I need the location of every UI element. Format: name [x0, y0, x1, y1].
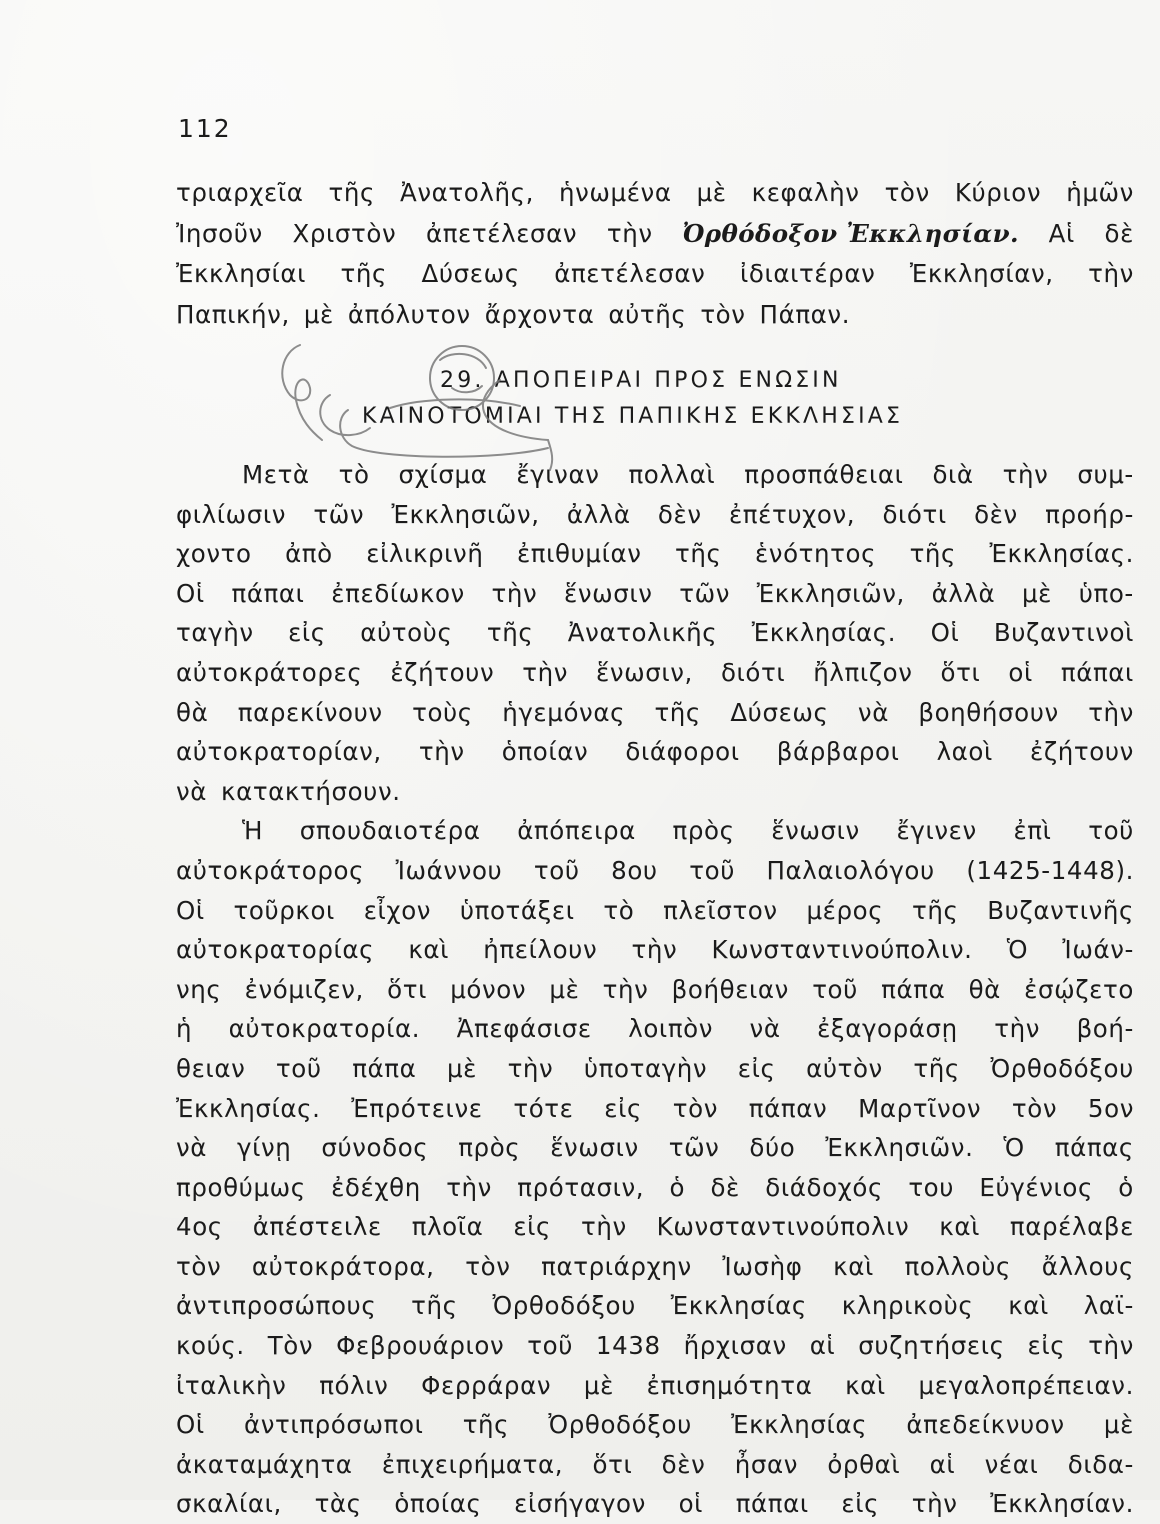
word: ἀπεδείκνυον [906, 1410, 1065, 1440]
word: τὴν [507, 1053, 554, 1083]
word: Κύριον [954, 178, 1042, 207]
body-line [176, 811, 1134, 851]
word: δὲ [710, 1172, 740, 1202]
word: ἐζήτουν [1030, 737, 1134, 767]
word: αὐτοκράτορες [176, 657, 363, 687]
word: τοῦ [689, 855, 735, 885]
word: διότι [720, 657, 786, 687]
word: ἡ [176, 1014, 193, 1044]
word: Ὁ [1006, 935, 1029, 965]
body-line [176, 495, 1134, 535]
word: δὲν [974, 499, 1018, 529]
intro-line [176, 295, 1134, 336]
word: Παπικήν, [176, 299, 290, 329]
word: ἕνωσιν, [596, 657, 693, 687]
word: ἐδέχθη [331, 1172, 421, 1202]
word: πάπα [352, 1053, 417, 1083]
body-line [176, 1168, 1134, 1208]
word: τοῦ [533, 855, 580, 885]
word: εἰσήγαγον [514, 1489, 646, 1519]
word: Ἐκκλησίας [731, 1410, 868, 1440]
word: του [908, 1172, 955, 1202]
word: ἐπεδίωκον [331, 578, 465, 608]
word: τοῦ [1088, 816, 1134, 846]
word: εἰς [513, 1212, 552, 1242]
word: τὴν [1088, 259, 1134, 288]
word: αὐτοὺς [360, 618, 453, 648]
word: βάρβαροι [776, 737, 900, 767]
word: γίνῃ [236, 1133, 292, 1163]
word: Ἐκκλησίας [670, 1291, 807, 1321]
word: εἰς [288, 618, 326, 648]
word: ἦσαν [734, 1449, 799, 1479]
word: Ἀνατολῆς, [400, 178, 534, 207]
word: αὐτοκράτορα, [251, 1251, 435, 1281]
body-line [176, 1207, 1134, 1247]
word: ἀπὸ [285, 539, 333, 569]
body-line [176, 693, 1134, 733]
word: τοῦρκοι [233, 895, 335, 925]
word: ὁποίας [394, 1489, 482, 1519]
word: Ὁ [1003, 1133, 1025, 1163]
word: ὅτι [940, 657, 981, 687]
word: ἕνωσιν [564, 578, 653, 608]
word: καὶ [833, 1251, 874, 1281]
body-line [176, 772, 1134, 812]
word: Ἰωσὴφ [722, 1251, 803, 1281]
word: 8ου [611, 855, 658, 885]
word: Μαρτῖνον [858, 1093, 982, 1123]
word: τὴν [602, 974, 649, 1004]
body-line [176, 455, 1134, 495]
word: Οἱ [176, 1410, 205, 1440]
word: τὸν [1011, 1093, 1058, 1123]
word: δύο [749, 1133, 796, 1163]
word: τὴν [1088, 697, 1134, 727]
word: σκαλίαι, [176, 1489, 282, 1519]
intro-paragraph [176, 173, 1134, 335]
intro-line [176, 214, 1134, 255]
body-line [176, 1128, 1134, 1168]
word: εἰς [604, 1093, 642, 1123]
word: εἰς [1027, 1331, 1066, 1361]
word: Δύσεως [421, 259, 520, 288]
word: ὁποίαν [501, 737, 589, 767]
word: θὰ [968, 974, 1001, 1004]
word: τὴν [491, 578, 538, 608]
word: πάπα [881, 974, 946, 1004]
word: τῶν [679, 578, 731, 608]
body-line [176, 1247, 1134, 1287]
word: νὰ [857, 697, 889, 727]
word: πρότασιν, [517, 1172, 645, 1202]
word: Κωνσταντινούπολιν. [711, 935, 973, 965]
word: διὰ [932, 460, 974, 489]
word: τὸν [465, 1251, 511, 1281]
word: νὰ [749, 1014, 781, 1044]
word: Φεβρουάριον [336, 1331, 505, 1361]
word: ἀντιπρόσωποι [244, 1410, 424, 1440]
body-line [176, 1445, 1134, 1485]
word: τὸ [338, 460, 370, 489]
word: τῆς [340, 259, 387, 288]
word: τῆς [411, 1291, 458, 1321]
word: πάπας [1054, 1133, 1134, 1163]
word: τριαρχεῖα [176, 178, 304, 207]
word: πρὸς [458, 1133, 521, 1163]
word: τὴν [994, 1014, 1041, 1044]
word: (1425-1448). [966, 855, 1134, 885]
body-line [176, 1484, 1134, 1524]
word: ἰδιαιτέραν [739, 259, 876, 288]
word: Εὐγένιος [979, 1172, 1093, 1202]
word: πλοῖα [411, 1212, 484, 1242]
word: κεφαλὴν [751, 178, 860, 207]
word: Ἰωάννου [395, 855, 503, 885]
word: Αἱ [1048, 218, 1075, 248]
word: Ἐκκλησίαι [176, 259, 306, 288]
word: τῆς [328, 178, 376, 207]
word: δὲν [657, 499, 702, 529]
word: αὐτῆς [608, 299, 687, 329]
word: Ὀρθοδόξου [990, 1053, 1134, 1083]
word: βοήθειαν [671, 974, 789, 1004]
word: παρεκίνουν [237, 697, 383, 727]
word: αὐτοκρατορίας [176, 935, 375, 965]
word: μὲ [446, 1053, 477, 1083]
word: ἰταλικὴν [176, 1370, 287, 1400]
word: τῶν [668, 1133, 720, 1163]
word: 1438 [595, 1331, 661, 1361]
word: τῆς [911, 895, 959, 925]
word: τῆς [675, 539, 722, 569]
word: τὸν [700, 299, 746, 329]
body-line [176, 1366, 1134, 1406]
page-number: 112 [178, 114, 232, 143]
word: 4ος [176, 1212, 223, 1242]
intro-line [176, 254, 1134, 295]
word: λαοὶ [936, 737, 993, 767]
word: Ἐκκλησίας. [751, 618, 897, 648]
section-body [176, 455, 1134, 1524]
body-line [176, 1049, 1134, 1089]
word: τὴν [606, 218, 653, 248]
word: ἐνόμιζεν, [244, 974, 364, 1004]
word: χοντο [176, 539, 252, 569]
word: προθύμως [176, 1172, 306, 1202]
word: νέαι [984, 1449, 1039, 1479]
word: τῆς [654, 697, 701, 727]
word: εἰς [737, 1053, 776, 1083]
word: ἐπιθυμίαν [516, 539, 642, 569]
word: πάπαι [1060, 657, 1134, 687]
word: Ἐκκλησιῶν, [756, 578, 905, 608]
word: τὸν [176, 1251, 222, 1281]
word: ἀπόπειρα [517, 816, 636, 846]
word: τὸν [672, 1093, 719, 1123]
section-heading-line-2: ΚΑΙΝΟΤΟΜΙΑΙ ΤΗΣ ΠΑΠΙΚΗΣ ΕΚΚΛΗΣΙΑΣ [362, 404, 904, 429]
word: συζητήσεις [858, 1331, 1005, 1361]
word: Βυζαντινῆς [987, 895, 1134, 925]
body-line [176, 1089, 1134, 1129]
word: διάφοροι [625, 737, 740, 767]
word: ἐσῴζετο [1024, 974, 1134, 1004]
word: Μετὰ [242, 460, 310, 489]
word: Ὀρθοδόξου [548, 1410, 692, 1440]
word: Φερράραν [421, 1370, 552, 1400]
word: Ἐκκλησιῶν. [825, 1133, 974, 1163]
word: ἀλλὰ [931, 578, 996, 608]
word: καὶ [408, 935, 450, 965]
word: Τὸν [267, 1331, 314, 1361]
word: λοιπὸν [628, 1014, 714, 1044]
word: Ἐκκλησίαν, [909, 259, 1054, 288]
word: Ἀνατολικῆς [567, 618, 718, 648]
word: πολλοὺς [904, 1251, 1012, 1281]
body-line [176, 930, 1134, 970]
word: δὲν [661, 1449, 706, 1479]
word: αὐτοκράτορος [176, 855, 365, 885]
word: τότε [513, 1093, 574, 1123]
body-line [176, 613, 1134, 653]
word: μὲ [549, 974, 580, 1004]
word: ἐξαγοράσῃ [817, 1014, 958, 1044]
word: Οἱ [176, 895, 205, 925]
word: διότι [882, 499, 947, 529]
word: Δύσεως [730, 697, 829, 727]
word: Ἀπεφάσισε [456, 1014, 592, 1044]
word: βοή- [1076, 1014, 1134, 1044]
word: τὰς [314, 1489, 362, 1519]
word: ὀρθαὶ [827, 1449, 901, 1479]
word: τὴν [580, 1212, 627, 1242]
word: 5ον [1087, 1093, 1134, 1123]
section-heading-line-1: 29. ΑΠΟΠΕΙΡΑΙ ΠΡΟΣ ΕΝΩΣΙΝ [440, 368, 842, 393]
body-line [176, 851, 1134, 891]
word: τοῦ [812, 974, 858, 1004]
word: σχίσμα [398, 460, 488, 489]
word: τὴν [522, 657, 568, 687]
word: τὴν [1002, 460, 1049, 489]
word: τὴν [446, 1172, 492, 1202]
word: ὅτι [592, 1449, 633, 1479]
word: καὶ [939, 1212, 980, 1242]
word: πολλαὶ [628, 460, 716, 489]
word: τὴν [911, 1489, 958, 1519]
word: εἰλικρινῆ [366, 539, 484, 569]
word: ἄρχοντα [484, 299, 595, 329]
body-line [176, 1286, 1134, 1326]
word: ἔγιναν [516, 460, 600, 489]
word: ἀντιπροσώπους [176, 1291, 377, 1321]
word: λαϊ- [1083, 1291, 1134, 1321]
word: Παλαιολόγου [766, 855, 935, 885]
word: τοῦ [527, 1331, 573, 1361]
word: ἑνότητος [754, 539, 877, 569]
word: πάπαι [735, 1489, 809, 1519]
word: πρὸς [672, 816, 735, 846]
word: αὐτοκρατορία. [228, 1014, 421, 1044]
word: πάπαν [748, 1093, 828, 1123]
body-line [176, 1405, 1134, 1445]
word: ἐπέτυχον, [728, 499, 856, 529]
body-line [176, 574, 1134, 614]
word: οἱ [678, 1489, 704, 1519]
word: τὴν [631, 935, 678, 965]
word: ἠπείλουν [483, 935, 598, 965]
word: ἀπετέλεσαν [425, 218, 578, 248]
word: ὑποτάξει [459, 895, 575, 925]
word: αὐτοκρατορίαν, [176, 737, 382, 767]
word: κούς. [176, 1331, 245, 1361]
word: ὑπο- [1078, 578, 1134, 608]
word: μόνον [450, 974, 527, 1004]
word: νης [176, 974, 222, 1004]
word: ἤρχισαν [683, 1331, 787, 1361]
word: φιλίωσιν [176, 499, 287, 529]
word: διδα- [1067, 1449, 1134, 1479]
word: αἱ [809, 1331, 836, 1361]
body-line [176, 732, 1134, 772]
word: καὶ [1008, 1291, 1049, 1321]
word: τοὺς [412, 697, 473, 727]
body-line [176, 653, 1134, 693]
word: οἱ [1008, 657, 1033, 687]
word: πάπαι [231, 578, 305, 608]
word: εἰς [841, 1489, 880, 1519]
word: ἐπὶ [1013, 816, 1052, 846]
word: ἀλλὰ [566, 499, 631, 529]
word: Ἐκκλησίας. [989, 539, 1134, 569]
word: τῆς [909, 539, 957, 569]
word: εἶχον [363, 895, 432, 925]
word: ἀπόλυτον [347, 299, 471, 329]
word: Ἰησοῦν [176, 218, 263, 248]
word: τὸ [603, 895, 635, 925]
word: ὅτι [387, 974, 427, 1004]
word: συμ- [1077, 460, 1134, 489]
word: αἱ [929, 1449, 956, 1479]
word: ἤλπιζον [813, 657, 913, 687]
word: ὁ [669, 1172, 686, 1202]
word: μὲ [583, 1370, 614, 1400]
word: Ἐπρότεινε [351, 1093, 483, 1123]
word: ἀκαταμάχητα [176, 1449, 353, 1479]
word: προσπάθειαι [744, 460, 904, 489]
word: Ἐκκλησίας. [176, 1093, 321, 1123]
word: μὲ [1021, 578, 1053, 608]
word: ἡνωμένα [558, 178, 672, 207]
word: Οἱ [176, 578, 205, 608]
body-line [176, 970, 1134, 1010]
body-line [176, 891, 1134, 931]
word: μὲ [303, 299, 334, 329]
word: μεγαλοπρέπειαν. [918, 1370, 1134, 1400]
word: ταγὴν [176, 618, 254, 648]
word: νὰ [176, 776, 208, 806]
word: μὲ [696, 178, 727, 207]
word: Ἐκκλησιῶν, [391, 499, 540, 529]
word: ἕνωσιν [771, 816, 860, 846]
word: τὸν [884, 178, 930, 207]
word: ἐπιχειρήματα, [381, 1449, 564, 1479]
word: πόλιν [319, 1370, 389, 1400]
word: ὁ [1118, 1172, 1134, 1202]
word: Βυζαντινοὶ [993, 618, 1134, 648]
word: τὴν [1088, 1331, 1134, 1361]
word: ἀπέστειλε [252, 1212, 382, 1242]
word: Κωνσταντινούπολιν [656, 1212, 910, 1242]
body-line [176, 534, 1134, 574]
word: προήρ- [1045, 499, 1134, 529]
intro-line [176, 173, 1134, 214]
word: τὴν [418, 737, 465, 767]
word: Χριστὸν [292, 218, 397, 248]
word: Ἰωάν- [1062, 935, 1134, 965]
word: Ἐκκλησίαν. [990, 1489, 1134, 1519]
word: τῆς [462, 1410, 510, 1440]
word: Ἡ [242, 816, 264, 846]
word: ἀπετέλεσαν [554, 259, 706, 288]
word: τῆς [913, 1053, 960, 1083]
word: πλεῖστον [663, 895, 778, 925]
word: διάδοχός [765, 1172, 883, 1202]
word: τῶν [313, 499, 365, 529]
word: ὑποταγὴν [583, 1053, 708, 1083]
word: μέρος [806, 895, 884, 925]
word: πατριάρχην [541, 1251, 692, 1281]
word: κληρικοὺς [841, 1291, 974, 1321]
word: ἔγινεν [896, 816, 977, 846]
word: Πάπαν. [759, 299, 851, 329]
word: ἐζήτουν [390, 657, 495, 687]
word: σπουδαιοτέρα [299, 816, 481, 846]
word: παρέλαβε [1009, 1212, 1134, 1242]
body-line [176, 1326, 1134, 1366]
word: θειαν [176, 1053, 246, 1083]
word: τῆς [486, 618, 534, 648]
word: ἡμῶν [1066, 178, 1134, 207]
word: Οἱ [930, 618, 960, 648]
word: μὲ [1103, 1410, 1134, 1440]
word: ἕνωσιν [550, 1133, 639, 1163]
word: βοηθήσουν [918, 697, 1059, 727]
emphasized-term: Ὀρθόδοξον Ἐκκλησίαν. [682, 218, 1019, 248]
word: καὶ [845, 1370, 886, 1400]
word: ἡγεμόνας [502, 697, 626, 727]
body-line [176, 1009, 1134, 1049]
word: σύνοδος [321, 1133, 429, 1163]
word: θὰ [176, 697, 209, 727]
word: αὐτὸν [806, 1053, 883, 1083]
word: τοῦ [275, 1053, 322, 1083]
word: κατακτήσουν. [221, 776, 401, 806]
word: ἄλλους [1041, 1251, 1134, 1281]
word: δὲ [1104, 218, 1134, 248]
word: ἐπισημότητα [646, 1370, 813, 1400]
word: νὰ [176, 1133, 208, 1163]
word: Ὀρθοδόξου [492, 1291, 636, 1321]
